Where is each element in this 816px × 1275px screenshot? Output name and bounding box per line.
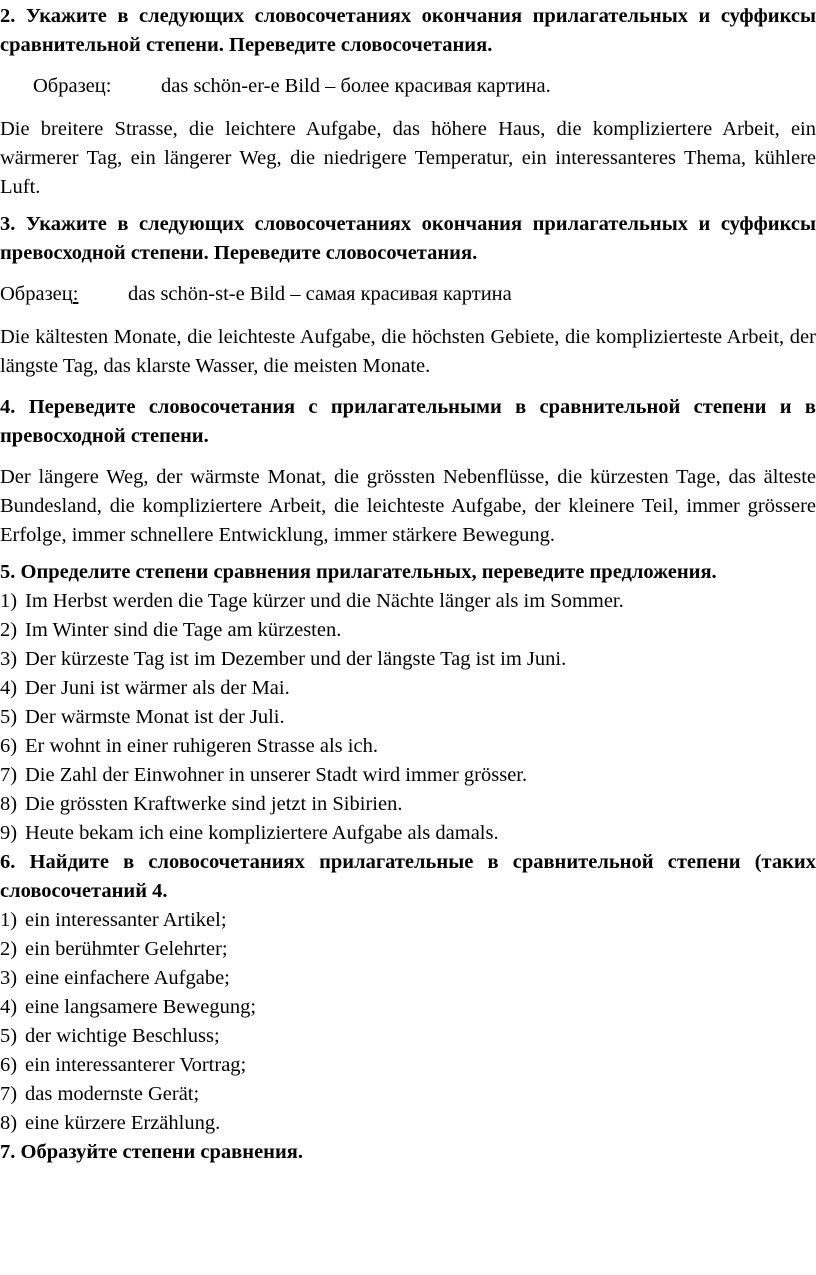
task-3-sample bbox=[0, 280, 816, 309]
task-3-sample-label-word: Образец bbox=[0, 283, 73, 305]
task-2 bbox=[0, 2, 816, 202]
list-item: 6) ein interessanterer Vortrag; bbox=[0, 1054, 247, 1076]
task-5-sentence-list bbox=[0, 587, 816, 848]
task-7-heading: 7. Образуйте степени сравнения. bbox=[0, 1141, 304, 1163]
task-2-sample bbox=[0, 72, 816, 101]
task-2-sample-label: Образец: bbox=[33, 75, 112, 97]
task-2-body: Die breitere Strasse, die leichtere Aufgabe, das höhere Haus, die kompliziertere Arbeit, ein wärmerer Tag, ein längerer Weg, die niedrigere Temperatur, ein interessanteres Thema, kühlere Luft. bbox=[0, 118, 816, 198]
list-item: 2) Im Winter sind die Tage am kürzesten. bbox=[0, 619, 342, 641]
task-2-heading: 2. Укажите в следующих словосочетаниях окончания прилагательных и суффиксы сравнительной степени. Переведите словосочетания. bbox=[0, 5, 816, 56]
task-3-sample-text: das schön-st-e Bild – самая красивая картина bbox=[128, 283, 512, 305]
list-item: 4) eine langsamere Bewegung; bbox=[0, 996, 257, 1018]
list-item: 9) Heute bekam ich eine kompliziertere Aufgabe als damals. bbox=[0, 822, 499, 844]
task-7 bbox=[0, 1138, 816, 1167]
task-3-heading: 3. Укажите в следующих словосочетаниях окончания прилагательных и суффиксы превосходной степени. Переведите словосочетания. bbox=[0, 213, 816, 264]
list-item: 5) der wichtige Beschluss; bbox=[0, 1025, 220, 1047]
task-4-body: Der längere Weg, der wärmste Monat, die grössten Nebenflüsse, die kürzesten Tage, das älteste Bundesland, die kompliziertere Arbeit, die leichteste Aufgabe, der kleinere Teil, immer grössere Erfolge, immer schnellere Entwicklung, immer stärkere Bewegung. bbox=[0, 466, 816, 546]
list-item: 6) Er wohnt in einer ruhigeren Strasse als ich. bbox=[0, 735, 378, 757]
list-item: 8) Die grössten Kraftwerke sind jetzt in Sibirien. bbox=[0, 793, 403, 815]
task-2-sample-text: das schön-er-e Bild – более красивая картина. bbox=[161, 75, 551, 97]
task-3 bbox=[0, 210, 816, 381]
list-item: 5) Der wärmste Monat ist der Juli. bbox=[0, 706, 285, 728]
task-4 bbox=[0, 393, 816, 550]
list-item: 3) eine einfachere Aufgabe; bbox=[0, 967, 230, 989]
task-3-sample-label-colon: : bbox=[72, 283, 79, 305]
task-3-body: Die kältesten Monate, die leichteste Aufgabe, die höchsten Gebiete, die komplizierteste Arbeit, der längste Tag, das klarste Wasser, die meisten Monate. bbox=[0, 326, 816, 377]
list-item: 1) Im Herbst werden die Tage kürzer und die Nächte länger als im Sommer. bbox=[0, 590, 624, 612]
task-6 bbox=[0, 848, 816, 1138]
task-4-heading: 4. Переведите словосочетания с прилагательными в сравнительной степени и в превосходной степени. bbox=[0, 396, 816, 447]
list-item: 2) ein berühmter Gelehrter; bbox=[0, 938, 228, 960]
list-item: 1) ein interessanter Artikel; bbox=[0, 909, 227, 931]
task-5 bbox=[0, 558, 816, 848]
task-6-heading: 6. Найдите в словосочетаниях прилагательные в сравнительной степени (таких словосочетаний 4. bbox=[0, 851, 816, 902]
task-3-sample-label bbox=[0, 280, 128, 309]
list-item: 3) Der kürzeste Tag ist im Dezember und der längste Tag ist im Juni. bbox=[0, 648, 567, 670]
list-item: 7) Die Zahl der Einwohner in unserer Stadt wird immer grösser. bbox=[0, 764, 528, 786]
list-item: 4) Der Juni ist wärmer als der Mai. bbox=[0, 677, 290, 699]
task-6-phrase-list bbox=[0, 906, 816, 1138]
list-item: 8) eine kürzere Erzählung. bbox=[0, 1112, 221, 1134]
task-5-heading: 5. Определите степени сравнения прилагательных, переведите предложения. bbox=[0, 561, 717, 583]
list-item: 7) das modernste Gerät; bbox=[0, 1083, 200, 1105]
